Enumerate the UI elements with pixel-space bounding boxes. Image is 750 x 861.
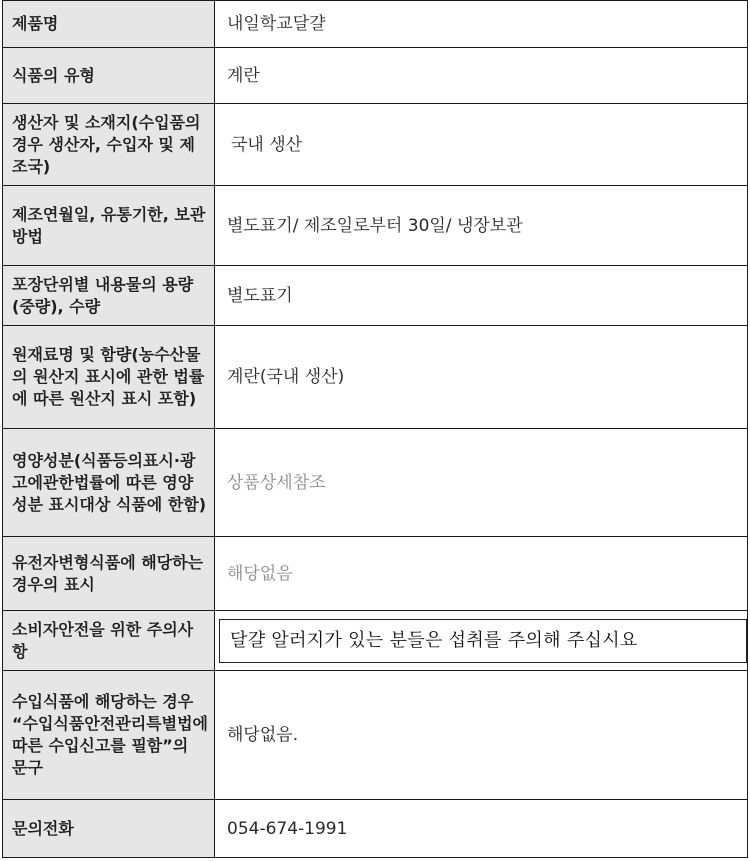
row-value-ingredients: 계란(국내 생산) [215, 326, 748, 429]
table-row [3, 800, 748, 858]
table-row [3, 671, 748, 800]
row-value-food-type: 계란 [215, 48, 748, 104]
row-label-product-name: 제품명 [3, 1, 215, 48]
product-info-table [2, 0, 748, 858]
row-label-capacity: 포장단위별 내용물의 용량(중량), 수량 [3, 266, 215, 326]
table-row [3, 429, 748, 537]
row-label-gmo: 유전자변형식품에 해당하는 경우의 표시 [3, 537, 215, 611]
row-label-nutrition: 영양성분(식품등의표시·광고에관한법률에 따른 영양성분 표시대상 식품에 한함) [3, 429, 215, 537]
row-label-safety-caution: 소비자안전을 위한 주의사항 [3, 611, 215, 671]
row-value-nutrition: 상품상세참조 [215, 429, 748, 537]
row-label-producer: 생산자 및 소재지(수입품의 경우 생산자, 수입자 및 제조국) [3, 104, 215, 186]
row-label-food-type: 식품의 유형 [3, 48, 215, 104]
row-value-capacity: 별도표기 [215, 266, 748, 326]
row-label-manufacture-date: 제조연월일, 유통기한, 보관방법 [3, 186, 215, 266]
row-value-safety-caution [215, 611, 748, 671]
row-value-product-name: 내일학교달걀 [215, 1, 748, 48]
table-row [3, 1, 748, 48]
row-label-contact: 문의전화 [3, 800, 215, 858]
table-row [3, 326, 748, 429]
row-value-producer [215, 104, 748, 186]
table-row [3, 537, 748, 611]
row-value-gmo: 해당없음 [215, 537, 748, 611]
row-value-producer-text: 국내 생산 [231, 134, 303, 155]
row-value-manufacture-date: 별도표기/ 제조일로부터 30일/ 냉장보관 [215, 186, 748, 266]
table-row [3, 266, 748, 326]
table-row [3, 48, 748, 104]
row-label-import-notice: 수입식품에 해당하는 경우 “수입식품안전관리특별법에 따른 수입신고를 필함”의 문구 [3, 671, 215, 800]
table-row [3, 104, 748, 186]
row-value-import-notice: 해당없음. [215, 671, 748, 800]
table-row [3, 186, 748, 266]
table-row [3, 611, 748, 671]
row-value-contact: 054-674-1991 [215, 800, 748, 858]
safety-caution-box: 달걀 알러지가 있는 분들은 섭취를 주의해 주십시요 [219, 619, 747, 663]
row-label-ingredients: 원재료명 및 함량(농수산물의 원산지 표시에 관한 법률에 따른 원산지 표시 포함) [3, 326, 215, 429]
